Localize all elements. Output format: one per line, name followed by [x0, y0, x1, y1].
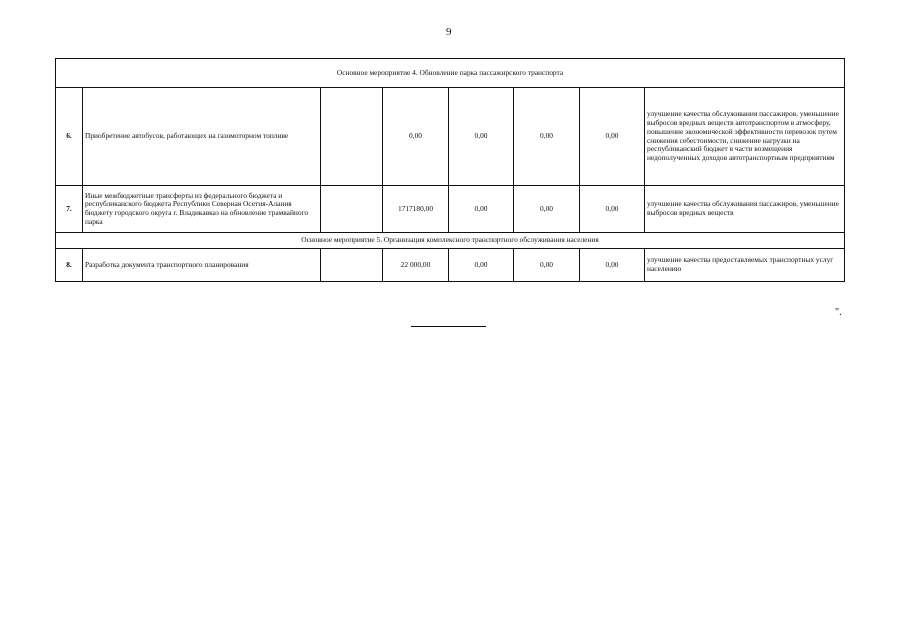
amount-cell: 0,00: [449, 88, 514, 186]
amount-cell: 0,00: [514, 249, 580, 282]
amount-cell: 22 000,00: [383, 249, 449, 282]
empty-cell: [321, 88, 383, 186]
row-number: 8.: [56, 249, 83, 282]
amount-cell: 1717180,00: [383, 186, 449, 233]
row-number: 7.: [56, 186, 83, 233]
row-number: 6.: [56, 88, 83, 186]
measure-name: Иные межбюджетные трансферты из федерального бюджета и республиканского бюджета Республики Северная Осетия-Алания бюджету городского округа г. Владикавказ на обновление трамвайного парка: [83, 186, 321, 233]
section-title: Основное мероприятие 4. Обновление парка пассажирского транспорта: [56, 59, 845, 88]
amount-cell: 0,00: [449, 186, 514, 233]
separator-line: [411, 326, 486, 327]
measure-name: Разработка документа транспортного планирования: [83, 249, 321, 282]
amount-cell: 0,00: [449, 249, 514, 282]
amount-cell: 0,00: [514, 88, 580, 186]
empty-cell: [321, 186, 383, 233]
section-title: Основное мероприятие 5. Организация комплексного транспортного обслуживания населения: [56, 233, 845, 249]
section-row-5: [56, 233, 845, 249]
page-number: 9: [446, 26, 452, 38]
empty-cell: [321, 249, 383, 282]
section-row-4: [56, 59, 845, 88]
program-table: [55, 58, 845, 282]
measure-name: Приобретение автобусов, работающих на газомоторном топливе: [83, 88, 321, 186]
table-row: [56, 88, 845, 186]
expected-result: улучшение качества предоставляемых транспортных услуг населению: [645, 249, 845, 282]
expected-result: улучшение качества обслуживания пассажиров, уменьшение выбросов вредных веществ: [645, 186, 845, 233]
expected-result: улучшение качества обслуживания пассажиров, уменьшение выбросов вредных веществ автотранспортом в атмосферу, повышение экономической эффективности перевозок путем снижения себестоимости, снижение нагрузки на республиканский бюджет в части возмещения недополученных доходов автотранспортным предприятиям: [645, 88, 845, 186]
amount-cell: 0,00: [580, 88, 645, 186]
amount-cell: 0,00: [580, 186, 645, 233]
amount-cell: 0,00: [514, 186, 580, 233]
amount-cell: 0,00: [383, 88, 449, 186]
table-row: [56, 186, 845, 233]
closing-quote-mark: ".: [835, 307, 842, 318]
table-row: [56, 249, 845, 282]
amount-cell: 0,00: [580, 249, 645, 282]
